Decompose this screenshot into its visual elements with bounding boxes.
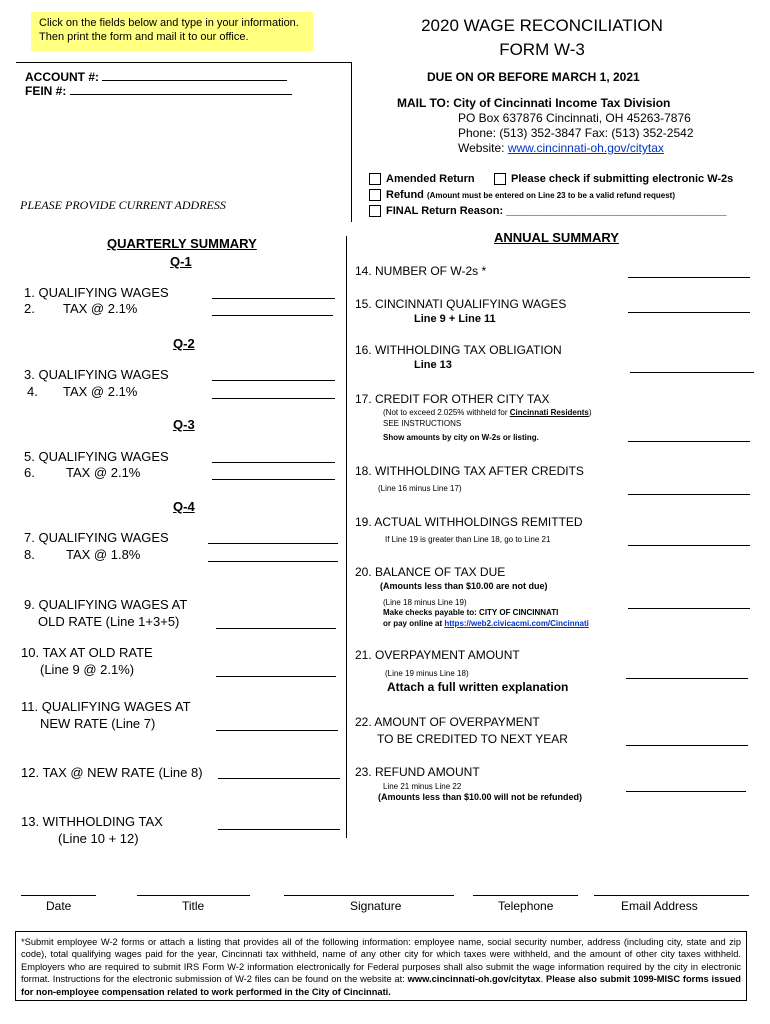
line-11-field[interactable] [216, 718, 338, 731]
q3-heading: Q-3 [173, 417, 195, 432]
line-9-label-1: 9. QUALIFYING WAGES AT [24, 597, 188, 612]
line-21-sub: (Line 19 minus Line 18) [385, 669, 469, 678]
final-return-reason-field[interactable]: ____________________________________ [506, 205, 727, 217]
line-12-label: 12. TAX @ NEW RATE (Line 8) [21, 765, 203, 780]
q4-heading: Q-4 [173, 499, 195, 514]
line-19-sub: If Line 19 is greater than Line 18, go to Line 21 [385, 535, 551, 544]
line-22-label-1: 22. AMOUNT OF OVERPAYMENT [355, 715, 540, 729]
line-1-label: 1. QUALIFYING WAGES [24, 285, 169, 300]
title-line[interactable] [137, 895, 250, 896]
line-13-label-2: (Line 10 + 12) [58, 831, 139, 846]
line-19-field[interactable] [628, 533, 750, 546]
amended-return-label: Amended Return [386, 173, 475, 185]
line-1-field[interactable] [212, 286, 335, 299]
q1-heading: Q-1 [170, 254, 192, 269]
final-return-label: FINAL Return Reason: [386, 205, 507, 217]
account-number-label: ACCOUNT #: [25, 70, 99, 84]
line-10-label-2: (Line 9 @ 2.1%) [40, 662, 135, 677]
refund-note: (Amount must be entered on Line 23 to be a valid refund request) [426, 191, 675, 200]
line-17-field[interactable] [628, 429, 750, 442]
footnote-box [15, 931, 747, 1001]
line-2-field[interactable] [212, 303, 333, 316]
line-14-field[interactable] [628, 265, 750, 278]
line-10-label-1: 10. TAX AT OLD RATE [21, 645, 153, 660]
line-20-note-2: Make checks payable to: CITY OF CINCINNATI [383, 608, 559, 617]
date-line[interactable] [21, 895, 96, 896]
amended-return-checkbox[interactable] [369, 173, 381, 185]
line-17-note-1a: (Not to exceed 2.025% withheld for [383, 408, 510, 417]
mail-to-block [397, 96, 670, 111]
footnote-end: . [540, 974, 544, 985]
line-11-label-1: 11. QUALIFYING WAGES AT [21, 699, 191, 714]
line-16-field[interactable] [630, 360, 754, 373]
footnote-1099-note: Please also submit 1099-MISC forms issued for non-employee compensation related to work performed in the City of Cincinnati. [21, 974, 741, 997]
line-6-field[interactable] [212, 467, 335, 480]
line-5-label: 5. QUALIFYING WAGES [24, 449, 169, 464]
line-19-label: 19. ACTUAL WITHHOLDINGS REMITTED [355, 515, 583, 529]
pay-online-link[interactable]: https://web2.civicacmi.com/Cincinnati [444, 619, 589, 628]
line-4-num: 4. [27, 384, 38, 399]
form-title-line-2: FORM W-3 [499, 40, 585, 59]
line-3-label: 3. QUALIFYING WAGES [24, 367, 169, 382]
line-4-label: TAX @ 2.1% [63, 384, 138, 399]
refund-label: Refund [386, 189, 424, 201]
line-18-label: 18. WITHHOLDING TAX AFTER CREDITS [355, 464, 584, 478]
mail-address [458, 111, 694, 156]
footnote-text: *Submit employee W-2 forms or attach a listing that provides all of the following information: employee name, social security number, address (including city, state and zip code), total qualifying wages paid for the year, Cincinnati tax withheld, name of any other city for which taxes were withheld, and the amount of other city taxes withheld. Employers who are required to submit IRS Form W-2 information electronically for Federal purposes shall also submit the wage information required by the city in electronic format. Instructions for the electronic submission of W-2 files can be found on the website at: [21, 937, 741, 985]
line-17-note-2: SEE INSTRUCTIONS [383, 419, 462, 428]
notice-line-2: Then print the form and mail it to our office. [39, 31, 249, 43]
line-21-field[interactable] [626, 666, 748, 679]
annual-summary-title: ANNUAL SUMMARY [494, 230, 619, 245]
mail-to-line-2: PO Box 637876 Cincinnati, OH 45263-7876 [458, 111, 691, 125]
website-link[interactable]: www.cincinnati-oh.gov/citytax [507, 141, 664, 155]
line-18-sub: (Line 16 minus Line 17) [378, 484, 462, 493]
line-21-attach: Attach a full written explanation [387, 680, 569, 694]
line-6-num: 6. [24, 465, 35, 480]
fein-row [25, 82, 292, 98]
line-15-field[interactable] [628, 300, 750, 313]
line-9-field[interactable] [216, 616, 336, 629]
line-2-label: TAX @ 2.1% [63, 301, 138, 316]
line-20-note-3-text: or pay online at [383, 619, 445, 628]
website-label: Website: [458, 141, 508, 155]
line-9-label-2: OLD RATE (Line 1+3+5) [38, 614, 180, 629]
email-label: Email Address [621, 899, 698, 913]
line-13-field[interactable] [218, 817, 340, 830]
quarterly-summary-title: QUARTERLY SUMMARY [107, 236, 257, 251]
line-23-sub: Line 21 minus Line 22 [383, 782, 462, 791]
line-18-field[interactable] [628, 482, 750, 495]
line-7-label: 7. QUALIFYING WAGES [24, 530, 169, 545]
telephone-label: Telephone [498, 899, 554, 913]
electronic-w2-checkbox[interactable] [494, 173, 506, 185]
electronic-w2-row [494, 173, 733, 185]
line-20-sub: (Amounts less than $10.00 are not due) [380, 581, 548, 591]
due-date: DUE ON OR BEFORE MARCH 1, 2021 [427, 70, 640, 84]
line-3-field[interactable] [212, 368, 335, 381]
line-17-note-1 [383, 408, 592, 417]
column-divider [346, 236, 347, 838]
line-14-label: 14. NUMBER OF W-2s * [355, 264, 487, 278]
line-23-field[interactable] [626, 779, 746, 792]
signature-label: Signature [350, 899, 402, 913]
account-number-field[interactable] [102, 68, 287, 81]
line-13-label-1: 13. WITHHOLDING TAX [21, 814, 163, 829]
line-20-field[interactable] [628, 596, 750, 609]
final-return-checkbox[interactable] [369, 205, 381, 217]
line-4-field[interactable] [212, 386, 335, 399]
line-15-sub: Line 9 + Line 11 [414, 313, 496, 325]
address-prompt[interactable]: PLEASE PROVIDE CURRENT ADDRESS [20, 198, 226, 212]
line-17-note-3: Show amounts by city on W-2s or listing. [383, 433, 539, 442]
line-16-sub: Line 13 [414, 359, 452, 371]
mail-to-label: MAIL TO [397, 96, 446, 110]
line-5-field[interactable] [212, 450, 335, 463]
signature-line[interactable] [284, 895, 454, 896]
line-22-field[interactable] [626, 733, 748, 746]
title-label: Title [182, 899, 205, 913]
line-21-label: 21. OVERPAYMENT AMOUNT [355, 648, 520, 662]
form-title-line-1: 2020 WAGE RECONCILIATION [421, 16, 663, 35]
email-line[interactable] [594, 895, 749, 896]
form-title [370, 14, 714, 62]
line-17-note-1c: ) [588, 408, 592, 417]
line-15-label: 15. CINCINNATI QUALIFYING WAGES [355, 297, 567, 311]
line-23-label: 23. REFUND AMOUNT [355, 765, 480, 779]
line-7-field[interactable] [208, 531, 338, 544]
date-label: Date [46, 899, 72, 913]
footnote-website: www.cincinnati-oh.gov/citytax [407, 974, 541, 985]
line-10-field[interactable] [216, 664, 336, 677]
refund-row [369, 189, 675, 201]
electronic-w2-label: Please check if submitting electronic W-2s [511, 173, 734, 185]
refund-checkbox[interactable] [369, 189, 381, 201]
fein-label: FEIN #: [25, 84, 67, 98]
line-17-note-1b: Cincinnati Residents [509, 408, 589, 417]
q2-heading: Q-2 [173, 336, 195, 351]
line-22-label-2: TO BE CREDITED TO NEXT YEAR [377, 732, 568, 746]
line-17-label: 17. CREDIT FOR OTHER CITY TAX [355, 392, 550, 406]
amended-return-row [369, 173, 475, 185]
line-2-num: 2. [24, 301, 35, 316]
final-return-row [369, 205, 726, 217]
line-8-field[interactable] [208, 549, 338, 562]
line-23-note: (Amounts less than $10.00 will not be refunded) [378, 792, 583, 802]
line-11-label-2: NEW RATE (Line 7) [40, 716, 156, 731]
mail-to-line-1: : City of Cincinnati Income Tax Division [445, 96, 671, 110]
notice-line-1: Click on the fields below and type in your information. [39, 17, 299, 29]
telephone-line[interactable] [473, 895, 578, 896]
instructions-notice [31, 12, 313, 51]
fein-field[interactable] [70, 82, 292, 95]
line-12-field[interactable] [218, 766, 340, 779]
mail-to-line-3: Phone: (513) 352-3847 Fax: (513) 352-2542 [458, 126, 694, 140]
line-6-label: TAX @ 2.1% [66, 465, 141, 480]
line-20-note-1: (Line 18 minus Line 19) [383, 598, 467, 607]
line-16-label: 16. WITHHOLDING TAX OBLIGATION [355, 343, 562, 357]
line-8-label: TAX @ 1.8% [66, 547, 141, 562]
line-20-label: 20. BALANCE OF TAX DUE [355, 565, 506, 579]
line-20-note-3 [383, 619, 589, 628]
line-8-num: 8. [24, 547, 35, 562]
